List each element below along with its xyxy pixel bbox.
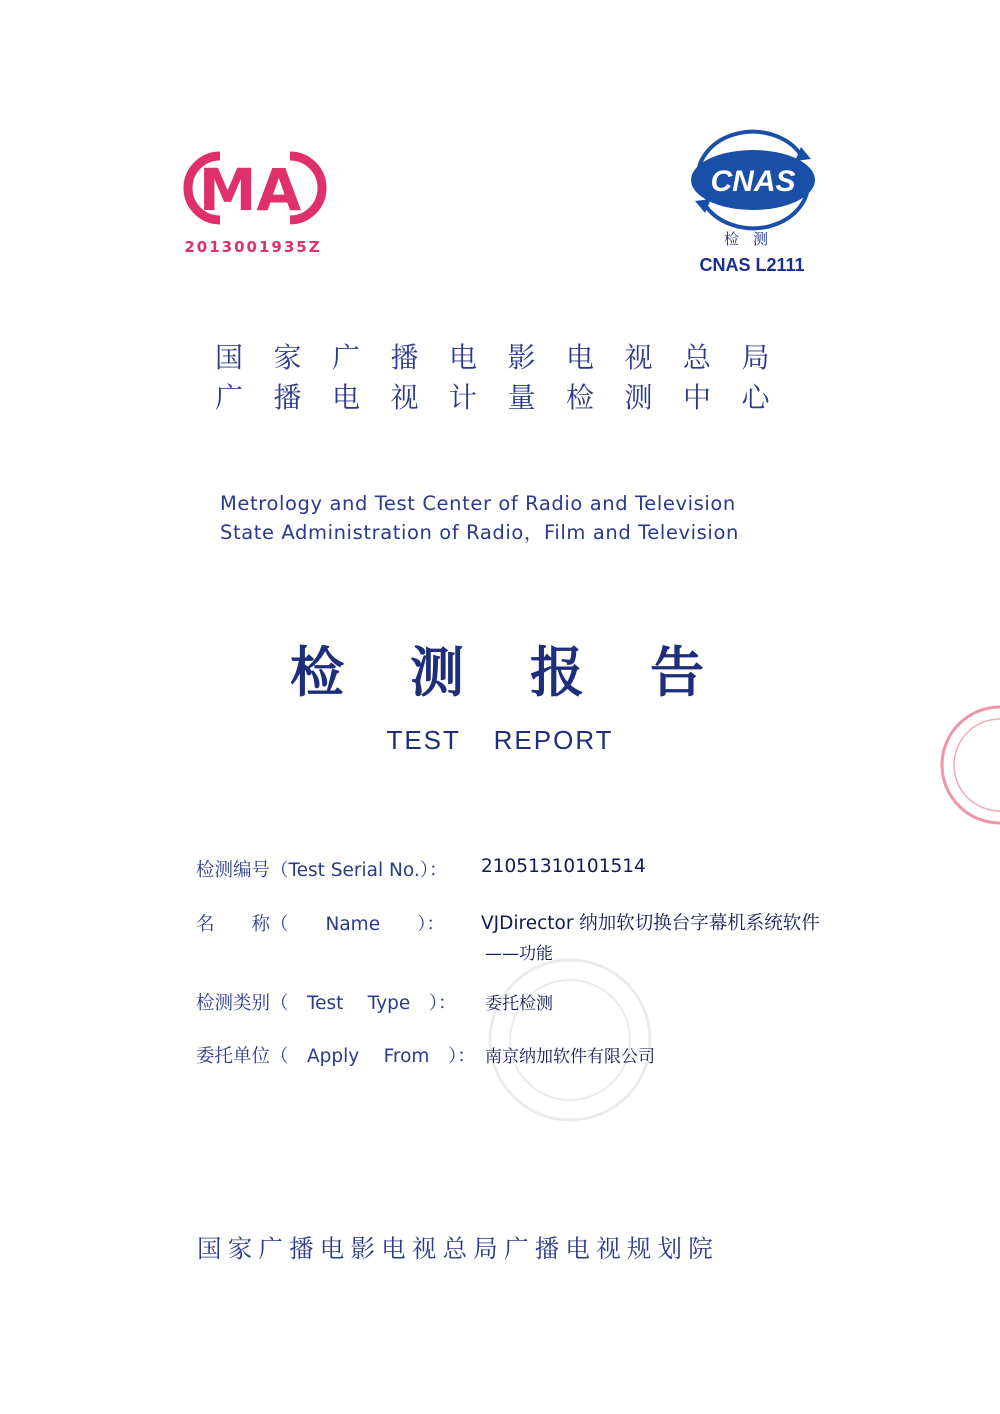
- red-seal-fragment: [935, 700, 1000, 830]
- name-value-line-2: ——功能: [485, 944, 553, 964]
- cnas-logo-text: CNAS: [710, 165, 796, 198]
- name-value-line-1: VJDirector 纳加软切换台字幕机系统软件: [481, 913, 820, 934]
- footer-organization: 国家广播电影电视总局广播电视规划院: [197, 1234, 719, 1263]
- cnas-subtitle: 检测: [723, 230, 782, 248]
- cma-logo-text: MA: [198, 156, 302, 224]
- test-type-label: 检测类别（ Test Type ）：: [196, 993, 457, 1014]
- apply-from-label: 委托单位（ Apply From ）：: [196, 1046, 476, 1067]
- cnas-logo: [683, 125, 823, 235]
- organization-cn-line-1: 国家广播电影电视总局: [215, 341, 801, 374]
- serial-value: 21051310101514: [481, 856, 646, 877]
- embossed-seal: [470, 950, 670, 1130]
- serial-label: 检测编号（Test Serial No.）：: [196, 860, 448, 881]
- report-title-en: TEST REPORT: [386, 725, 614, 755]
- report-title-cn: 检测报告: [290, 640, 770, 704]
- apply-from-value: 南京纳加软件有限公司: [485, 1047, 655, 1067]
- organization-cn-line-2: 广播电视计量检测中心: [215, 381, 801, 414]
- cma-logo: [172, 148, 328, 228]
- organization-en-line-1: Metrology and Test Center of Radio and Television: [220, 492, 736, 515]
- test-type-value: 委托检测: [485, 994, 553, 1014]
- cnas-number: CNAS L2111: [699, 255, 805, 275]
- organization-en-line-2: State Administration of Radio，Film and Television: [220, 521, 739, 544]
- cma-number: 2013001935Z: [184, 238, 322, 256]
- name-label: 名 称（ Name ）：: [196, 914, 445, 935]
